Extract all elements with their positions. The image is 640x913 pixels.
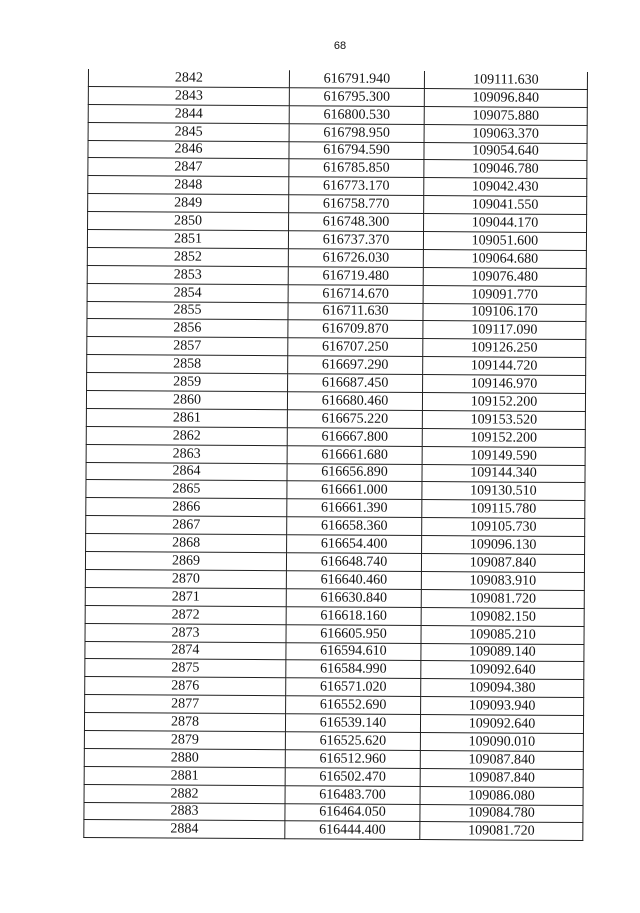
page-number: 68 xyxy=(333,40,347,52)
point-number-cell: 2879 xyxy=(84,730,285,749)
y-coordinate-cell: 109087.840 xyxy=(420,768,583,787)
y-coordinate-cell: 109093.940 xyxy=(421,697,584,716)
point-number-cell: 2854 xyxy=(87,283,288,302)
x-coordinate-cell: 616525.620 xyxy=(285,732,420,751)
x-coordinate-cell: 616726.030 xyxy=(288,249,423,268)
point-number-cell: 2848 xyxy=(88,176,289,195)
point-number-cell: 2865 xyxy=(86,480,287,499)
y-coordinate-cell: 109146.970 xyxy=(423,375,586,394)
x-coordinate-cell: 616711.630 xyxy=(288,302,423,321)
y-coordinate-cell: 109149.590 xyxy=(422,446,585,465)
y-coordinate-cell: 109111.630 xyxy=(424,71,587,89)
y-coordinate-cell: 109051.600 xyxy=(423,232,586,251)
y-coordinate-cell: 109117.090 xyxy=(423,321,586,340)
x-coordinate-cell: 616707.250 xyxy=(288,338,423,357)
x-coordinate-cell: 616785.850 xyxy=(289,159,424,178)
y-coordinate-cell: 109115.780 xyxy=(422,500,585,519)
y-coordinate-cell: 109054.640 xyxy=(424,142,587,161)
point-number-cell: 2856 xyxy=(87,319,288,338)
x-coordinate-cell: 616512.960 xyxy=(285,750,420,769)
point-number-cell: 2844 xyxy=(88,104,289,123)
point-number-cell: 2846 xyxy=(88,140,289,159)
point-number-cell: 2866 xyxy=(86,498,287,517)
y-coordinate-cell: 109144.720 xyxy=(423,357,586,376)
y-coordinate-cell: 109085.210 xyxy=(421,625,584,644)
y-coordinate-cell: 109130.510 xyxy=(422,482,585,501)
point-number-cell: 2857 xyxy=(87,337,288,356)
y-coordinate-cell: 109090.010 xyxy=(420,732,583,751)
point-number-cell: 2869 xyxy=(85,552,286,571)
y-coordinate-cell: 109087.840 xyxy=(420,750,583,769)
y-coordinate-cell: 109144.340 xyxy=(422,464,585,483)
x-coordinate-cell: 616800.530 xyxy=(289,106,424,125)
x-coordinate-cell: 616618.160 xyxy=(286,606,421,625)
x-coordinate-cell: 616552.690 xyxy=(286,696,421,715)
point-number-cell: 2847 xyxy=(88,158,289,177)
y-coordinate-cell: 109075.880 xyxy=(424,106,587,125)
y-coordinate-cell: 109042.430 xyxy=(424,178,587,197)
x-coordinate-cell: 616687.450 xyxy=(288,374,423,393)
point-number-cell: 2872 xyxy=(85,605,286,624)
point-number-cell: 2860 xyxy=(86,391,287,410)
point-number-cell: 2875 xyxy=(85,659,286,678)
x-coordinate-cell: 616748.300 xyxy=(289,213,424,232)
x-coordinate-cell: 616795.300 xyxy=(289,88,424,107)
x-coordinate-cell: 616444.400 xyxy=(285,821,420,840)
x-coordinate-cell: 616571.020 xyxy=(286,678,421,697)
y-coordinate-cell: 109083.910 xyxy=(421,571,584,590)
y-coordinate-cell: 109064.680 xyxy=(423,249,586,268)
y-coordinate-cell: 109096.840 xyxy=(424,88,587,107)
y-coordinate-cell: 109152.200 xyxy=(422,393,585,412)
coordinates-table xyxy=(83,69,588,841)
y-coordinate-cell: 109089.140 xyxy=(421,643,584,662)
x-coordinate-cell: 616594.610 xyxy=(286,642,421,661)
point-number-cell: 2882 xyxy=(84,784,285,803)
y-coordinate-cell: 109096.130 xyxy=(422,536,585,555)
x-coordinate-cell: 616483.700 xyxy=(285,785,420,804)
y-coordinate-cell: 109081.720 xyxy=(420,822,583,841)
y-coordinate-cell: 109092.640 xyxy=(421,661,584,680)
point-number-cell: 2850 xyxy=(88,212,289,231)
x-coordinate-cell: 616675.220 xyxy=(287,410,422,429)
x-coordinate-cell: 616709.870 xyxy=(288,320,423,339)
y-coordinate-cell: 109153.520 xyxy=(422,410,585,429)
y-coordinate-cell: 109094.380 xyxy=(421,679,584,698)
point-number-cell: 2859 xyxy=(87,373,288,392)
y-coordinate-cell: 109087.840 xyxy=(421,554,584,573)
x-coordinate-cell: 616798.950 xyxy=(289,123,424,142)
point-number-cell: 2852 xyxy=(87,247,288,266)
point-number-cell: 2867 xyxy=(86,516,287,535)
y-coordinate-cell: 109092.640 xyxy=(420,715,583,734)
x-coordinate-cell: 616661.680 xyxy=(287,445,422,464)
point-number-cell: 2876 xyxy=(85,677,286,696)
table-row xyxy=(84,820,583,841)
x-coordinate-cell: 616773.170 xyxy=(289,177,424,196)
y-coordinate-cell: 109076.480 xyxy=(423,267,586,286)
x-coordinate-cell: 616648.740 xyxy=(286,553,421,572)
y-coordinate-cell: 109081.720 xyxy=(421,589,584,608)
y-coordinate-cell: 109044.170 xyxy=(424,214,587,233)
point-number-cell: 2873 xyxy=(85,623,286,642)
y-coordinate-cell: 109105.730 xyxy=(422,518,585,537)
x-coordinate-cell: 616697.290 xyxy=(288,356,423,375)
x-coordinate-cell: 616605.950 xyxy=(286,624,421,643)
point-number-cell: 2883 xyxy=(84,802,285,821)
x-coordinate-cell: 616794.590 xyxy=(289,141,424,160)
x-coordinate-cell: 616661.000 xyxy=(287,481,422,500)
point-number-cell: 2874 xyxy=(85,641,286,660)
point-number-cell: 2851 xyxy=(87,230,288,249)
y-coordinate-cell: 109046.780 xyxy=(424,160,587,179)
y-coordinate-cell: 109106.170 xyxy=(423,303,586,322)
x-coordinate-cell: 616667.800 xyxy=(287,428,422,447)
y-coordinate-cell: 109063.370 xyxy=(424,124,587,143)
x-coordinate-cell: 616658.360 xyxy=(287,517,422,536)
x-coordinate-cell: 616539.140 xyxy=(285,714,420,733)
point-number-cell: 2845 xyxy=(88,122,289,141)
point-number-cell: 2863 xyxy=(86,444,287,463)
point-number-cell: 2884 xyxy=(84,820,285,839)
x-coordinate-cell: 616737.370 xyxy=(288,231,423,250)
x-coordinate-cell: 616758.770 xyxy=(289,195,424,214)
point-number-cell: 2870 xyxy=(85,569,286,588)
x-coordinate-cell: 616791.940 xyxy=(289,70,424,88)
x-coordinate-cell: 616661.390 xyxy=(287,499,422,518)
coordinates-table-body xyxy=(84,69,588,841)
y-coordinate-cell: 109082.150 xyxy=(421,607,584,626)
point-number-cell: 2843 xyxy=(88,86,289,105)
point-number-cell: 2842 xyxy=(88,69,289,88)
x-coordinate-cell: 616654.400 xyxy=(287,535,422,554)
point-number-cell: 2849 xyxy=(88,194,289,213)
point-number-cell: 2853 xyxy=(87,265,288,284)
x-coordinate-cell: 616502.470 xyxy=(285,767,420,786)
x-coordinate-cell: 616640.460 xyxy=(286,571,421,590)
point-number-cell: 2881 xyxy=(84,766,285,785)
y-coordinate-cell: 109084.780 xyxy=(420,804,583,823)
point-number-cell: 2862 xyxy=(86,426,287,445)
y-coordinate-cell: 109152.200 xyxy=(422,428,585,447)
y-coordinate-cell: 109086.080 xyxy=(420,786,583,805)
x-coordinate-cell: 616680.460 xyxy=(287,392,422,411)
x-coordinate-cell: 616656.890 xyxy=(287,463,422,482)
point-number-cell: 2861 xyxy=(86,408,287,427)
point-number-cell: 2864 xyxy=(86,462,287,481)
x-coordinate-cell: 616719.480 xyxy=(288,267,423,286)
x-coordinate-cell: 616584.990 xyxy=(286,660,421,679)
x-coordinate-cell: 616630.840 xyxy=(286,589,421,608)
point-number-cell: 2871 xyxy=(85,587,286,606)
x-coordinate-cell: 616464.050 xyxy=(285,803,420,822)
y-coordinate-cell: 109041.550 xyxy=(424,196,587,215)
y-coordinate-cell: 109126.250 xyxy=(423,339,586,358)
x-coordinate-cell: 616714.670 xyxy=(288,284,423,303)
point-number-cell: 2858 xyxy=(87,355,288,374)
point-number-cell: 2877 xyxy=(85,695,286,714)
point-number-cell: 2878 xyxy=(84,713,285,732)
point-number-cell: 2880 xyxy=(84,748,285,767)
point-number-cell: 2868 xyxy=(86,534,287,553)
y-coordinate-cell: 109091.770 xyxy=(423,285,586,304)
point-number-cell: 2855 xyxy=(87,301,288,320)
